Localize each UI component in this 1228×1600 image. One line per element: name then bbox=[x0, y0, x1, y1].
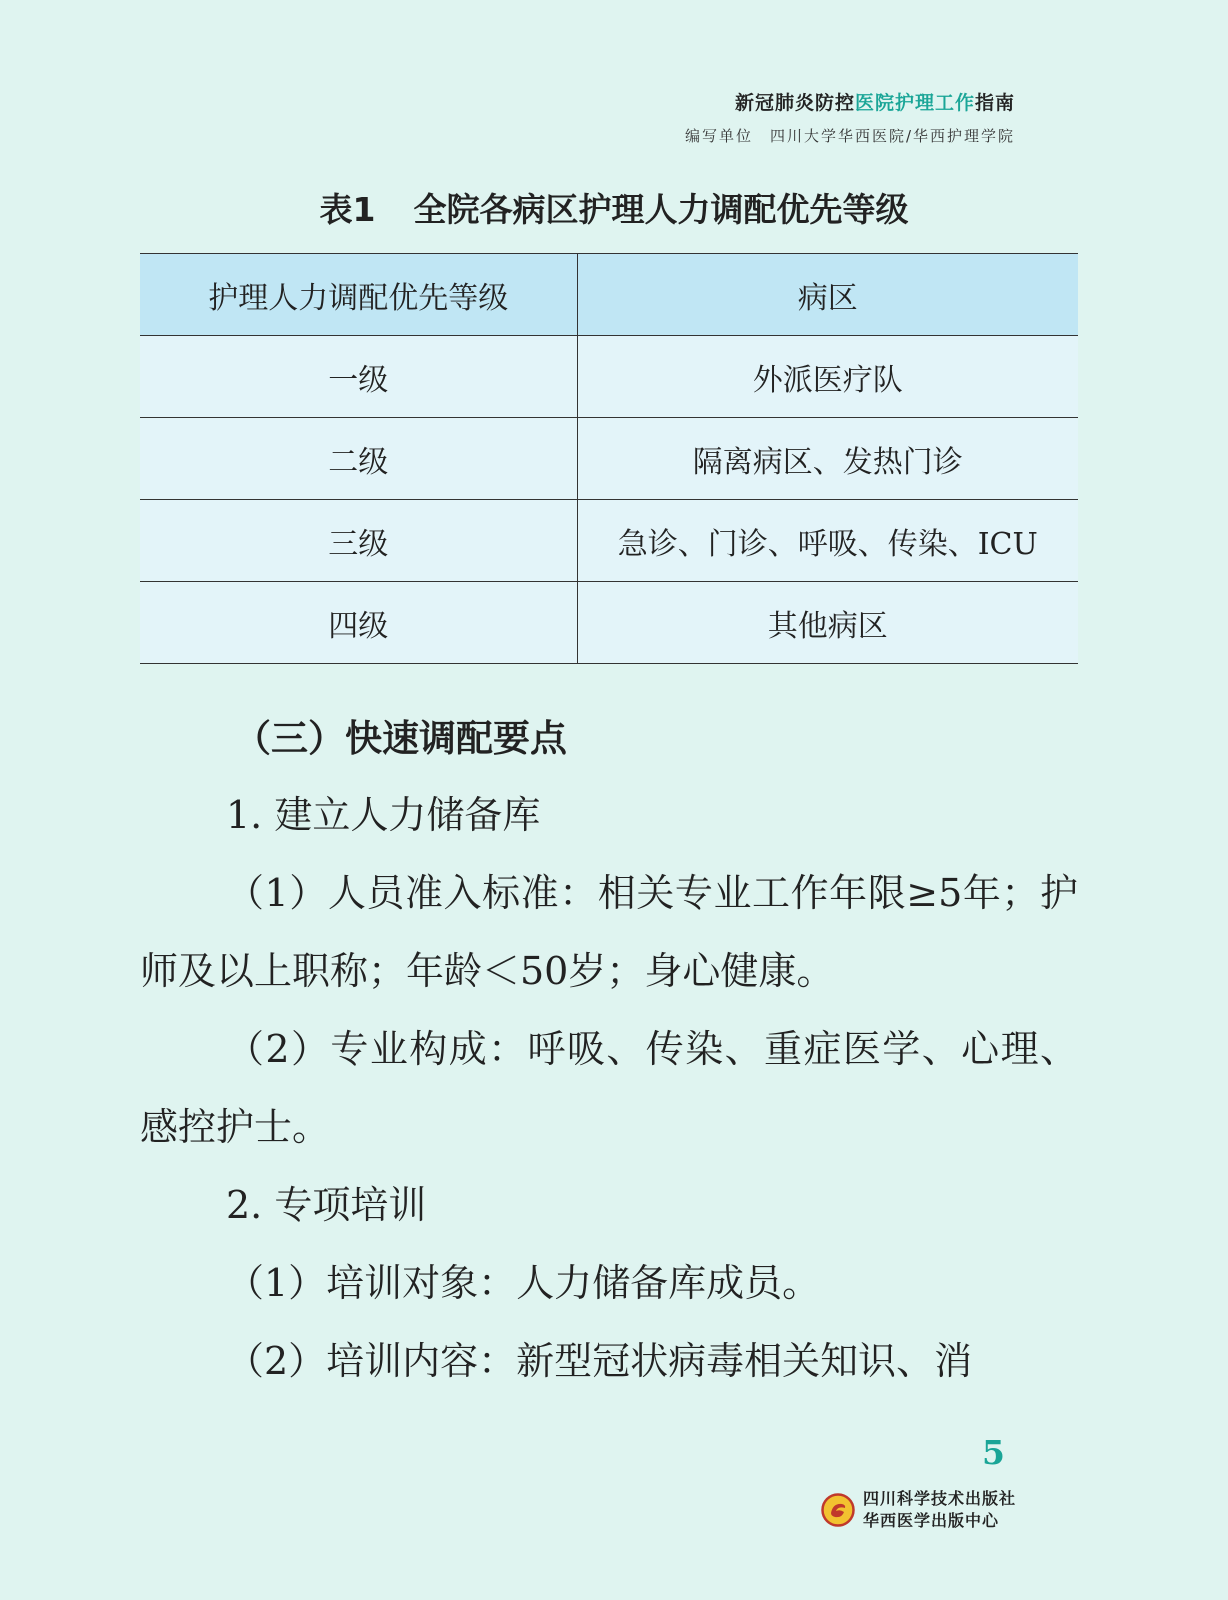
table-caption-text: 全院各病区护理人力调配优先等级 bbox=[413, 190, 909, 229]
cell-level: 二级 bbox=[140, 418, 577, 500]
cell-level: 一级 bbox=[140, 336, 577, 418]
table-number: 表1 bbox=[319, 190, 376, 229]
book-title bbox=[685, 88, 1015, 115]
table-row bbox=[140, 336, 1078, 418]
page-number: 5 bbox=[982, 1433, 1005, 1472]
running-header bbox=[685, 88, 1015, 146]
paragraph: （2）专业构成：呼吸、传染、重症医学、心理、感控护士。 bbox=[140, 1027, 1078, 1149]
publisher-name bbox=[863, 1488, 1016, 1532]
table-row bbox=[140, 500, 1078, 582]
cell-ward: 急诊、门诊、呼吸、传染、ICU bbox=[577, 500, 1078, 582]
paragraph: （2）培训内容：新型冠状病毒相关知识、消 bbox=[226, 1339, 973, 1383]
cell-ward: 隔离病区、发热门诊 bbox=[577, 418, 1078, 500]
cell-level: 三级 bbox=[140, 500, 577, 582]
table-caption bbox=[0, 184, 1228, 231]
book-title-part2: 指南 bbox=[974, 92, 1015, 114]
cell-ward: 外派医疗队 bbox=[577, 336, 1078, 418]
table-row bbox=[140, 418, 1078, 500]
paragraph: 1. 建立人力储备库 bbox=[226, 793, 541, 837]
cell-ward: 其他病区 bbox=[577, 582, 1078, 664]
table-row bbox=[140, 582, 1078, 664]
paragraph: （1）培训对象：人力储备库成员。 bbox=[226, 1261, 821, 1305]
cell-level: 四级 bbox=[140, 582, 577, 664]
table-header-row bbox=[140, 254, 1078, 336]
author-unit: 编写单位 四川大学华西医院/华西护理学院 bbox=[684, 127, 1015, 145]
header-priority-level: 护理人力调配优先等级 bbox=[140, 254, 577, 336]
book-title-part1: 新冠肺炎防控 bbox=[734, 92, 855, 114]
book-title-highlight: 医院护理工作 bbox=[854, 92, 975, 114]
section-heading: （三）快速调配要点 bbox=[234, 717, 567, 760]
priority-table bbox=[140, 253, 1078, 664]
publisher-line1: 四川科学技术出版社 bbox=[863, 1489, 1017, 1508]
paragraph: 2. 专项培训 bbox=[226, 1183, 427, 1227]
header-ward: 病区 bbox=[577, 254, 1078, 336]
publisher-logo-icon bbox=[821, 1493, 855, 1527]
body-text bbox=[140, 776, 1078, 1400]
publisher-line2: 华西医学出版中心 bbox=[863, 1511, 1000, 1530]
paragraph: （1）人员准入标准：相关专业工作年限≥5年；护师及以上职称；年龄＜50岁；身心健康。 bbox=[140, 871, 1078, 993]
publisher-block bbox=[821, 1488, 1016, 1532]
